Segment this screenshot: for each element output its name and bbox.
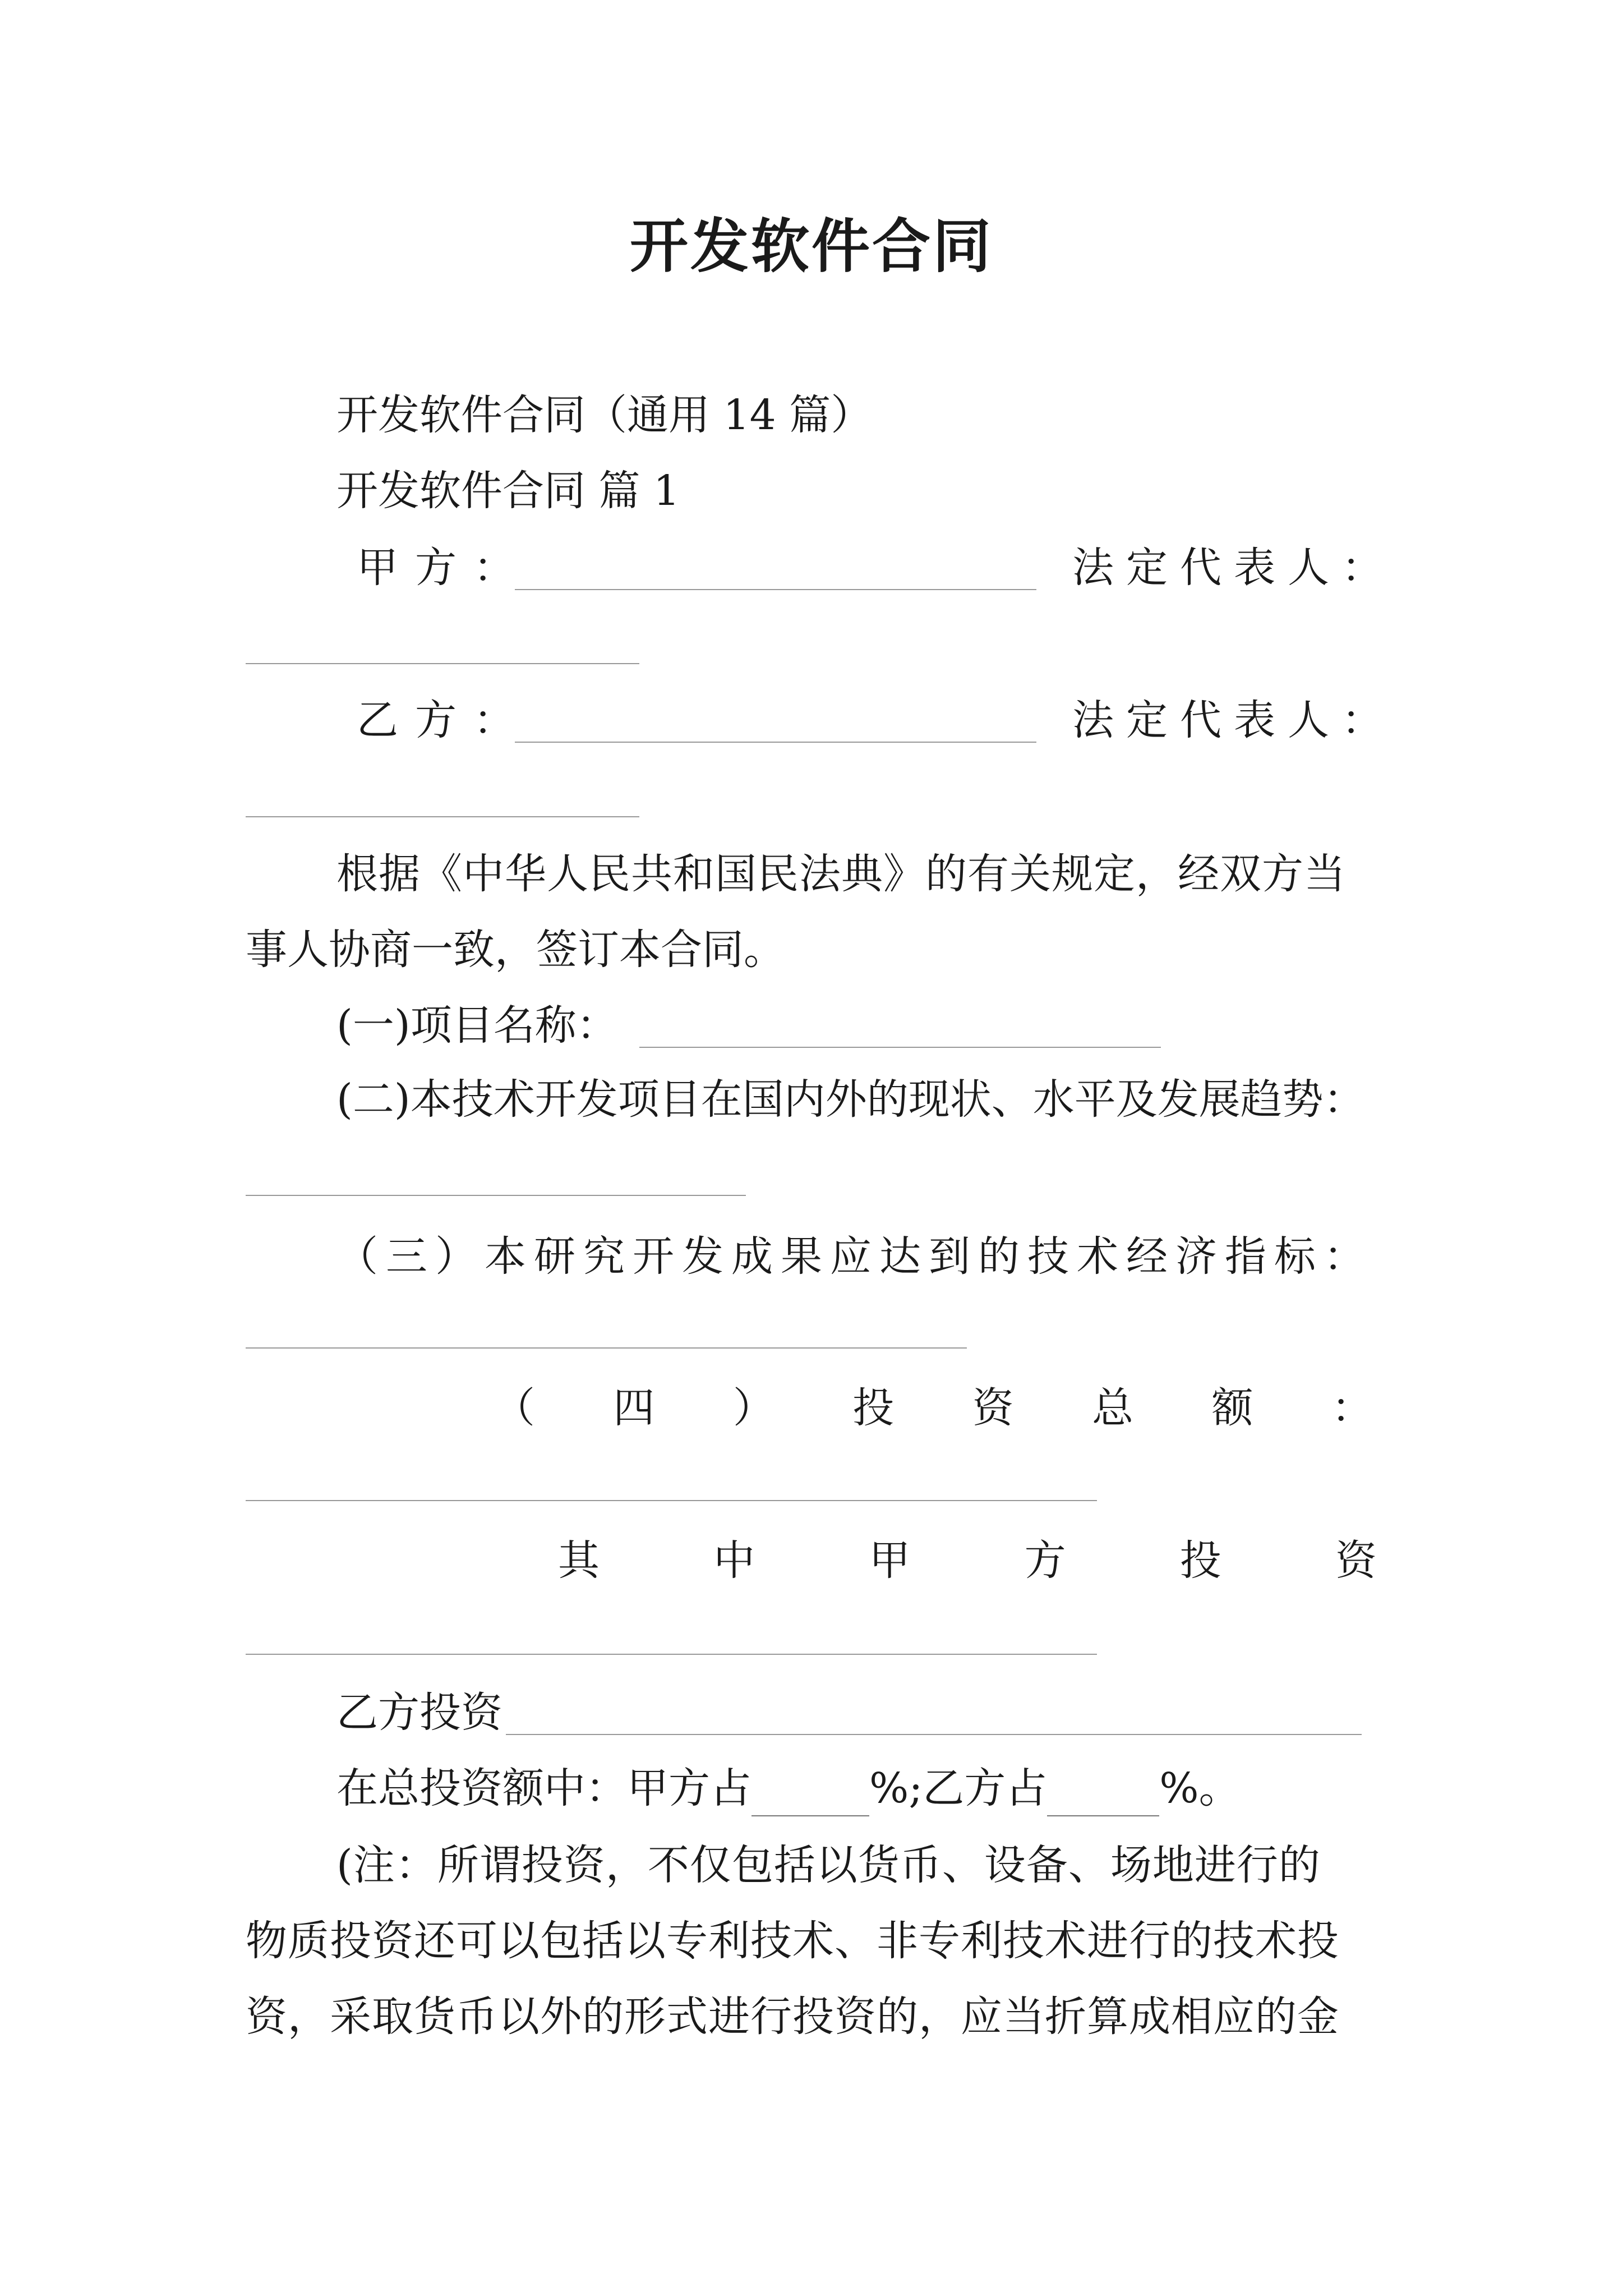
item-4-label: （ 四 ） 投 资 总 额 ：	[494, 1384, 1373, 1432]
party-b-rep-label: 法定代表人：	[1072, 696, 1395, 744]
intro-line-2: 事人协商一致，签订本合同。	[246, 926, 785, 974]
note-line-1: (注：所谓投资，不仅包括以货币、设备、场地进行的	[336, 1841, 1321, 1889]
item-2-blank[interactable]	[246, 1195, 746, 1196]
party-a-name-blank[interactable]	[515, 589, 1036, 590]
investment-a-blank[interactable]	[246, 1654, 1097, 1655]
party-a-percent-blank[interactable]	[751, 1768, 869, 1816]
party-b-name-blank[interactable]	[515, 742, 1036, 743]
intro-line-1: 根据《中华人民共和国民法典》的有关规定，经双方当	[336, 850, 1346, 898]
item-2-label: (二)本技术开发项目在国内外的现状、水平及发展趋势：	[336, 1075, 1365, 1124]
party-b-rep-blank[interactable]	[246, 816, 639, 817]
section-heading: 开发软件合同 篇 1	[336, 467, 680, 515]
party-a-label: 甲方：	[357, 544, 532, 592]
party-b-label: 乙方：	[357, 696, 532, 744]
document-subtitle: 开发软件合同（通用 14 篇）	[336, 391, 873, 439]
investment-ratio: 在总投资额中：甲方占 %;乙方占 %。	[336, 1760, 1241, 1816]
item-4-blank[interactable]	[246, 1500, 1097, 1501]
investment-a-label: 其 中 甲 方 投 资	[558, 1536, 1377, 1585]
party-a-rep-label: 法定代表人：	[1072, 544, 1395, 592]
investment-b-blank[interactable]	[506, 1734, 1362, 1735]
item-1-label: (一)项目名称：	[336, 1001, 618, 1050]
party-b-percent-blank[interactable]	[1047, 1768, 1159, 1816]
document-title: 开发软件合同	[629, 212, 993, 280]
note-line-2: 物质投资还可以包括以专利技术、非专利技术进行的技术投	[246, 1917, 1339, 1965]
item-3-label: （三）本研究开发成果应达到的技术经济指标：	[336, 1232, 1373, 1281]
note-line-3: 资，采取货币以外的形式进行投资的，应当折算成相应的金	[246, 1993, 1339, 2041]
party-a-rep-blank[interactable]	[246, 663, 639, 664]
item-1-blank[interactable]	[639, 1047, 1161, 1048]
item-3-blank[interactable]	[246, 1347, 967, 1349]
investment-b-label: 乙方投资	[336, 1688, 502, 1737]
